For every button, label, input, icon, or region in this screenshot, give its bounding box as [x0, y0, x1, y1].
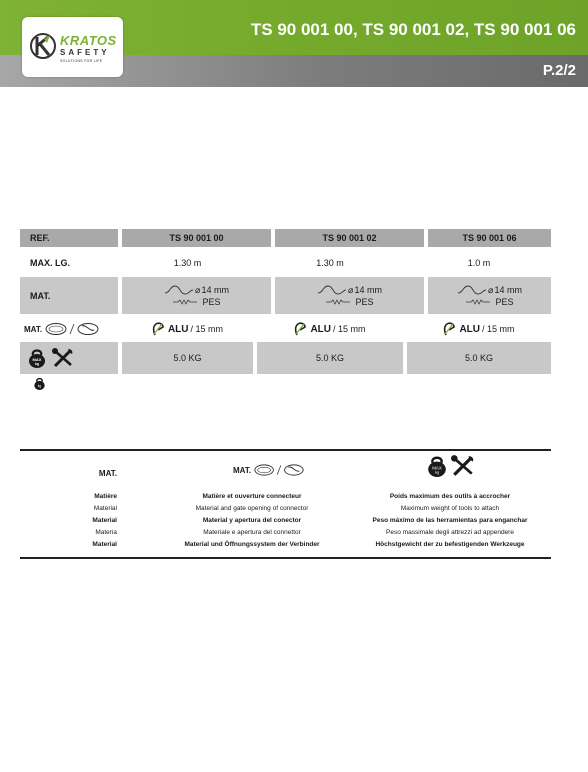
page-number: P.2/2: [542, 62, 576, 79]
legend-connector-de: Material und Öffnungssystem der Verbinder: [184, 541, 320, 548]
tools-icon: [451, 455, 475, 477]
connector-label-cell: [20, 317, 118, 341]
ref-row: [20, 229, 551, 247]
legend-material-es: Material: [92, 517, 117, 524]
diameter-symbol: ⌀: [348, 284, 354, 295]
legend-weight-fr: Poids maximum des outils à accrocher: [389, 493, 511, 500]
connector-cell-1: [122, 317, 253, 341]
legend-row-it: [20, 529, 551, 540]
connector-cell-3: [407, 317, 551, 341]
connector-cell-2: [257, 317, 403, 341]
legend-connector-en: Material and gate opening of connector: [195, 505, 309, 512]
rope-icon: [457, 284, 487, 296]
connector-opening: / 15 mm: [190, 324, 224, 334]
legend-row-es: [20, 517, 551, 528]
material-cell-1: [122, 277, 271, 314]
connector-opening: / 15 mm: [482, 324, 515, 334]
rope-diameter: 14 mm: [494, 285, 522, 295]
svg-text:MAX: MAX: [432, 465, 442, 471]
carabiner-alu-icon: [294, 322, 308, 336]
max-length-cell-1: 1.30 m: [173, 257, 202, 268]
legend-row-fr: [20, 493, 551, 504]
svg-text:MAX: MAX: [32, 357, 42, 362]
legend-connector-it: Materiale e apertura del connettor: [203, 529, 301, 536]
legend-material-de: Material: [92, 541, 117, 548]
diameter-symbol: ⌀: [195, 284, 201, 295]
connector-icon: [253, 463, 305, 477]
rope-measure-icon: [325, 299, 351, 305]
legend-weight-es: Peso máximo de las herramientas para enganchar: [372, 517, 528, 524]
connector-material: ALU: [310, 323, 332, 335]
legend-material-fr: Matière: [94, 493, 117, 500]
legend-head-material: MAT.: [98, 469, 117, 478]
legend-connector-es: Material y apertura del conector: [202, 517, 302, 524]
legend-material-it: Materia: [95, 529, 117, 536]
rope-icon: [164, 284, 194, 296]
kettlebell-icon: [427, 455, 447, 477]
legend-weight-it: Peso massimale degli attrezzi ad appendere: [386, 529, 514, 536]
ref-cell-3: TS 90 001 06: [428, 229, 551, 247]
max-weight-cell-2: 5.0 KG: [257, 342, 403, 374]
material-cell-2: [275, 277, 424, 314]
legend-heads: [20, 455, 551, 493]
material-cell-3: [428, 277, 551, 314]
legend-connector-fr: Matière et ouverture connecteur: [202, 493, 302, 500]
rope-measure-icon: [172, 299, 198, 305]
logo-sub: SAFETY: [60, 48, 110, 57]
max-length-row: [20, 251, 551, 274]
max-length-cell-3: 1.0 m: [467, 257, 491, 268]
carabiner-alu-icon: [443, 322, 457, 336]
legend-head-connector: [233, 463, 305, 477]
legend-row-de: [20, 541, 551, 552]
legend-top-rule: [20, 449, 551, 451]
material-label: MAT.: [20, 277, 118, 314]
ref-cell-1: TS 90 001 00: [122, 229, 271, 247]
max-length-label: MAX. LG.: [30, 257, 70, 268]
diameter-symbol: ⌀: [488, 284, 494, 295]
legend-bottom-rule: [20, 557, 551, 559]
logo-name: KRATOS: [60, 33, 117, 48]
legend-body: [20, 493, 551, 553]
connector-material: ALU: [459, 323, 481, 335]
kratos-logo-icon: [28, 31, 58, 61]
svg-text:kg: kg: [34, 362, 40, 366]
rope-measure-icon: [465, 299, 491, 305]
ref-cell-2: TS 90 001 02: [275, 229, 424, 247]
rope-material: PES: [355, 297, 374, 307]
legend-weight-de: Höchstgewicht der zu befestigenden Werkzeuge: [375, 541, 525, 548]
max-length-cell-2: 1.30 m: [316, 257, 344, 268]
material-row: [20, 277, 551, 314]
page-header: [0, 0, 588, 87]
legend-material-en: Material: [93, 505, 117, 512]
connector-icon: [44, 322, 100, 336]
logo-tagline: SOLUTIONS FOR LIFE: [60, 59, 103, 63]
kettlebell-icon: [28, 348, 46, 368]
max-weight-cell-3: 5.0 KG: [407, 342, 551, 374]
rope-diameter: 14 mm: [354, 285, 382, 295]
max-weight-cell-1: 5.0 KG: [122, 342, 253, 374]
rope-icon: [317, 284, 347, 296]
product-references-title: TS 90 001 00, TS 90 001 02, TS 90 001 06: [250, 20, 576, 39]
legend-head-connector-label: MAT.: [233, 465, 252, 475]
connector-label: MAT.: [24, 324, 43, 334]
connector-opening: / 15 mm: [333, 324, 366, 334]
ref-label: REF.: [20, 229, 118, 247]
connector-material: ALU: [167, 323, 189, 335]
max-weight-label-cell: [20, 342, 118, 374]
svg-text:kg: kg: [37, 383, 42, 388]
legend-head-weight: [427, 455, 475, 477]
kettlebell-icon: [33, 377, 46, 390]
legend-weight-en: Maximum weight of tools to attach: [400, 505, 500, 512]
rope-material: PES: [202, 297, 221, 307]
tools-icon: [52, 348, 74, 368]
max-weight-row: [20, 342, 551, 374]
rope-material: PES: [495, 297, 514, 307]
rope-diameter: 14 mm: [201, 285, 229, 295]
svg-text:kg: kg: [434, 470, 440, 475]
legend-row-en: [20, 505, 551, 516]
carabiner-alu-icon: [152, 322, 166, 336]
connector-row: [20, 317, 551, 341]
company-logo: [22, 17, 123, 77]
